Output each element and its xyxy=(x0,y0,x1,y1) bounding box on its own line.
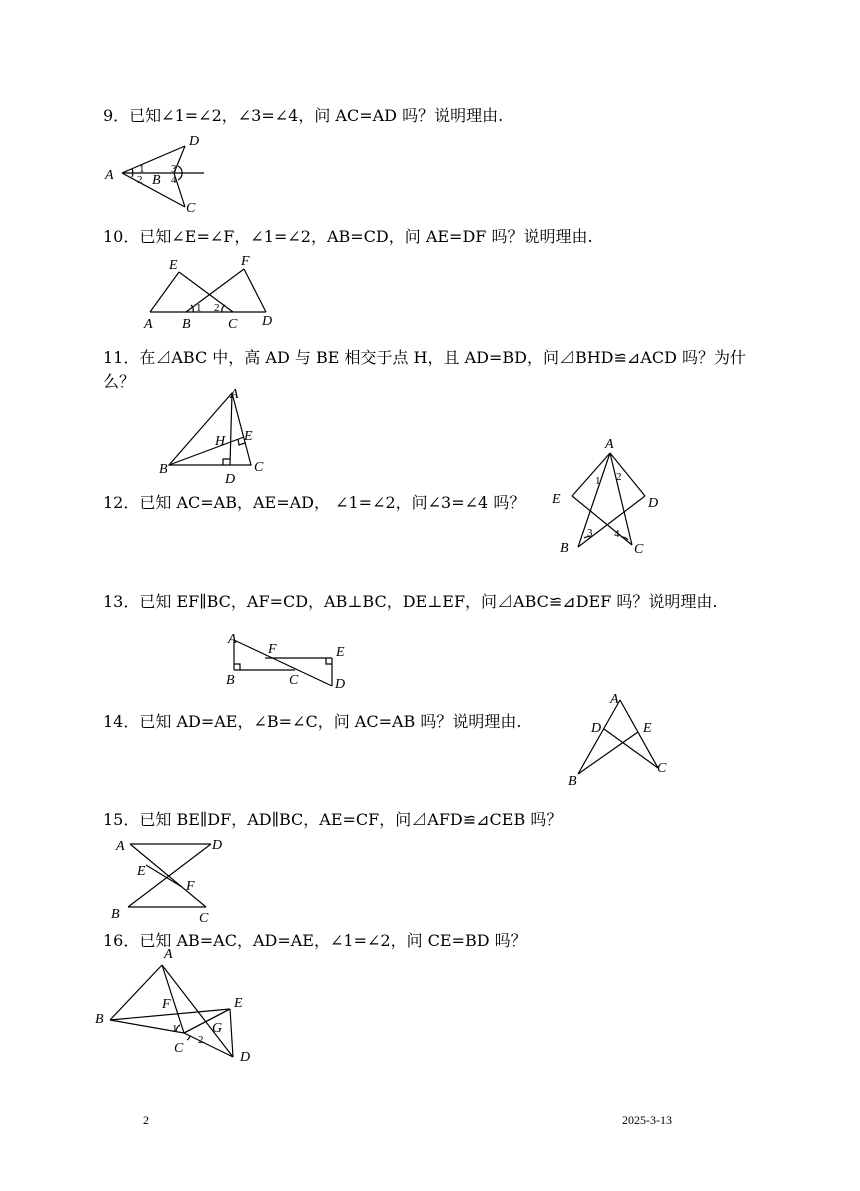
question-10: 10．已知∠E=∠F，∠1=∠2，AB=CD，问 AE=DF 吗？说明理由. xyxy=(103,227,593,246)
point-label: E xyxy=(336,645,345,660)
point-label: C xyxy=(199,911,209,926)
figure-10 xyxy=(140,252,280,332)
angle-label: 1 xyxy=(196,302,202,314)
point-label: A xyxy=(144,317,153,332)
question-12: 12．已知 AC=AB，AE=AD， ∠1=∠2，问∠3=∠4 吗？ xyxy=(103,493,526,512)
point-label: C xyxy=(657,761,667,776)
point-label: A xyxy=(230,387,239,402)
figure-16 xyxy=(90,945,265,1070)
figure-13 xyxy=(225,630,355,690)
question-11: 11．在⊿ABC 中，高 AD 与 BE 相交于点 H，且 AD=BD，问⊿BHD≌⊿ACD 吗？为什么？ xyxy=(103,348,747,391)
point-label: B xyxy=(95,1012,104,1027)
point-label: C xyxy=(289,673,299,688)
point-label: B xyxy=(560,541,569,556)
question-13: 13．已知 EF∥BC，AF=CD，AB⊥BC，DE⊥EF，问⊿ABC≌⊿DEF 吗？说明理由. xyxy=(103,592,718,611)
angle-label: 3 xyxy=(587,527,593,539)
point-label: D xyxy=(262,314,273,329)
point-label: B xyxy=(159,462,168,477)
angle-label: 2 xyxy=(198,1034,204,1046)
point-label: B xyxy=(182,317,191,332)
point-label: E xyxy=(137,864,146,879)
figure-11 xyxy=(155,385,270,485)
point-label: B xyxy=(111,907,120,922)
point-label: D xyxy=(591,721,602,736)
figure-14 xyxy=(560,688,680,788)
angle-label: 4 xyxy=(614,528,620,540)
question-16: 16．已知 AB=AC，AD=AE，∠1=∠2，问 CE=BD 吗？ xyxy=(103,931,527,950)
angle-label: 1 xyxy=(595,475,601,487)
point-label: F xyxy=(241,254,250,269)
footer-date: 2025-3-13 xyxy=(622,1113,672,1127)
point-label: D xyxy=(225,472,236,487)
point-label: E xyxy=(552,492,561,507)
page-number: 2 xyxy=(143,1113,149,1127)
figure-15 xyxy=(108,835,228,927)
angle-label: 4 xyxy=(171,174,177,186)
point-label: D xyxy=(335,677,346,692)
point-label: F xyxy=(268,642,277,657)
point-label: B xyxy=(226,673,235,688)
point-label: C xyxy=(254,460,264,475)
point-label: F xyxy=(162,997,171,1012)
question-9: 9．已知∠1=∠2，∠3=∠4，问 AC=AD 吗？说明理由. xyxy=(103,106,504,125)
question-15: 15．已知 BE∥DF，AD∥BC，AE=CF，问⊿AFD≌⊿CEB 吗？ xyxy=(103,810,563,829)
angle-label: 3 xyxy=(171,163,177,175)
point-label: E xyxy=(169,258,178,273)
point-label: C xyxy=(174,1041,184,1056)
angle-label: 2 xyxy=(137,174,143,186)
point-label: C xyxy=(634,542,644,557)
point-label: A xyxy=(116,839,125,854)
point-label: A xyxy=(228,632,237,647)
figure-12 xyxy=(548,435,668,560)
angle-label: 1 xyxy=(139,163,145,175)
point-label: A xyxy=(605,437,614,452)
point-label: G xyxy=(212,1021,223,1036)
point-label: B xyxy=(568,774,577,789)
point-label: C xyxy=(186,201,196,216)
point-label: C xyxy=(228,317,238,332)
point-label: E xyxy=(234,996,243,1011)
point-label: A xyxy=(105,168,114,183)
point-label: F xyxy=(186,879,195,894)
point-label: A xyxy=(610,692,619,707)
figure-9 xyxy=(100,128,215,218)
point-label: E xyxy=(643,721,652,736)
angle-label: 2 xyxy=(616,471,622,483)
question-14: 14．已知 AD=AE，∠B=∠C，问 AC=AB 吗？说明理由. xyxy=(103,712,522,731)
point-label: D xyxy=(240,1050,251,1065)
point-label: D xyxy=(648,496,659,511)
point-label: A xyxy=(164,947,173,962)
point-label: B xyxy=(152,173,161,188)
point-label: H xyxy=(215,434,226,449)
angle-label: 1 xyxy=(172,1023,178,1035)
angle-label: 2 xyxy=(214,302,220,314)
point-label: D xyxy=(212,838,223,853)
point-label: E xyxy=(244,429,253,444)
point-label: D xyxy=(189,134,200,149)
